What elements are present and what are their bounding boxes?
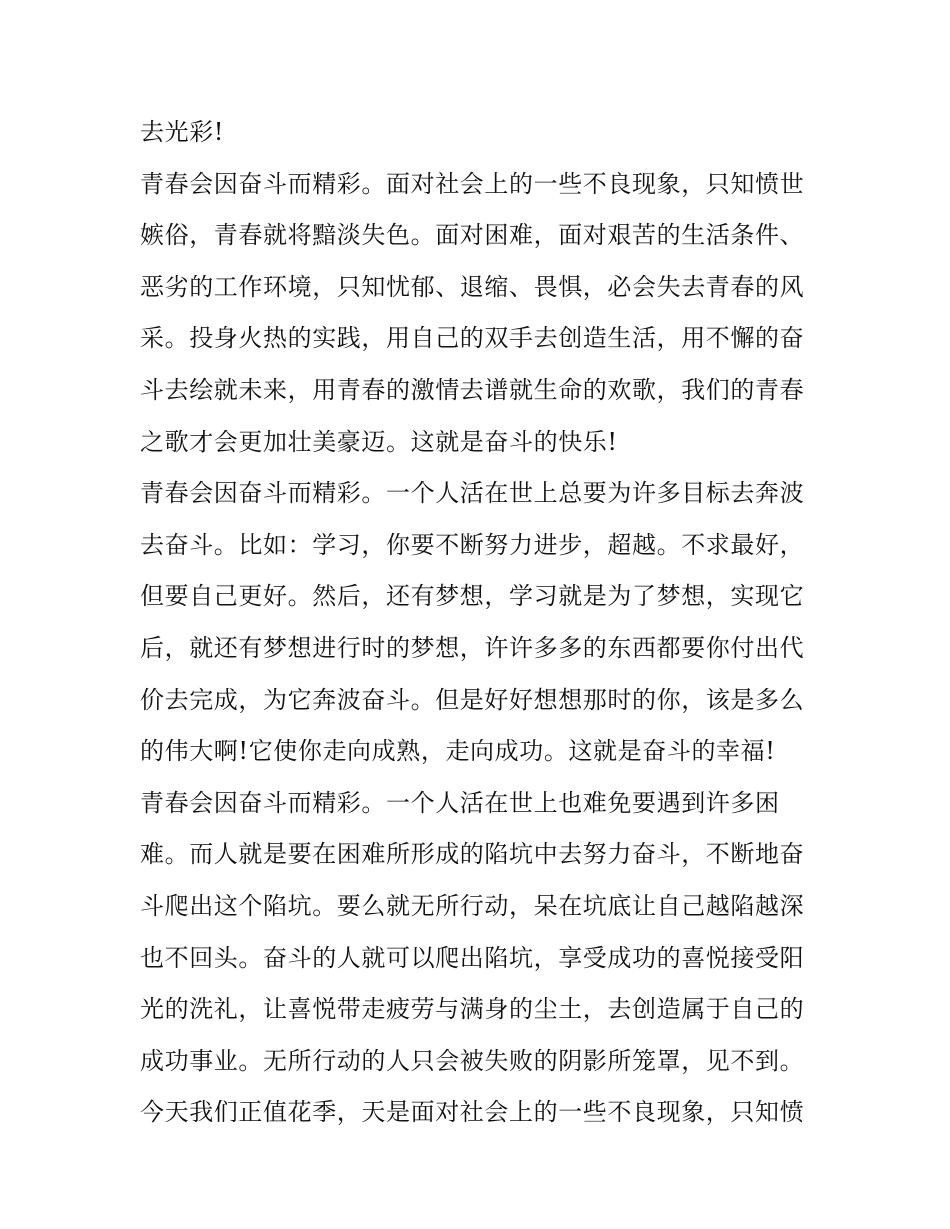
text-line: 今天我们正值花季，天是面对社会上的一些不良现象，只知愤 [140,1098,805,1127]
text-line: 光的洗礼，让喜悦带走疲劳与满身的尘土，去创造属于自己的 [140,995,805,1024]
text-line: 青春会因奋斗而精彩。面对社会上的一些不良现象，只知愤世 [140,169,805,198]
text-line: 难。而人就是要在困难所形成的陷坑中去努力奋斗，不断地奋 [140,840,805,869]
text-line: 青春会因奋斗而精彩。一个人活在世上也难免要遇到许多困 [140,788,780,817]
text-line: 去奋斗。比如：学习，你要不断努力进步，超越。不求最好， [140,530,805,559]
text-line: 但要自己更好。然后，还有梦想，学习就是为了梦想，实现它 [140,582,805,611]
text-line: 的伟大啊!它使你走向成熟，走向成功。这就是奋斗的幸福! [140,737,776,766]
body-text [140,107,820,1139]
text-line: 嫉俗，青春就将黯淡失色。面对困难，面对艰苦的生活条件、 [140,221,805,250]
text-line: 斗去绘就未来，用青春的激情去谱就生命的欢歌，我们的青春 [140,375,805,404]
text-line: 价去完成，为它奔波奋斗。但是好好想想那时的你，该是多么 [140,685,805,714]
text-line: 去光彩! [140,118,225,146]
text-line: 采。投身火热的实践，用自己的双手去创造生活，用不懈的奋 [140,324,805,353]
text-line: 斗爬出这个陷坑。要么就无所行动，呆在坑底让自己越陷越深 [140,891,805,920]
text-line: 成功事业。无所行动的人只会被失败的阴影所笼罩，见不到。 [140,1046,805,1075]
text-line: 也不回头。奋斗的人就可以爬出陷坑，享受成功的喜悦接受阳 [140,943,805,972]
text-line: 青春会因奋斗而精彩。一个人活在世上总要为许多目标去奔波 [140,479,805,508]
text-line: 之歌才会更加壮美豪迈。这就是奋斗的快乐! [140,427,618,456]
text-line: 后，就还有梦想进行时的梦想，许许多多的东西都要你付出代 [140,633,805,662]
text-line: 恶劣的工作环境，只知忧郁、退缩、畏惧，必会失去青春的风 [140,272,805,301]
